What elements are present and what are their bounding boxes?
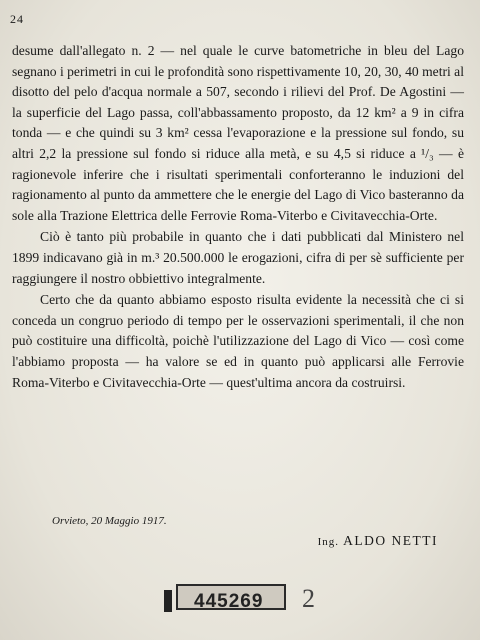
dateline: Orvieto, 20 Maggio 1917. [52, 515, 167, 527]
inventory-stamp [164, 582, 290, 616]
paragraph-2: Ciò è tanto più probabile in quanto che i dati pubblicati dal Ministero nel 1899 indicavano già in m.³ 20.500.000 le erogazioni, cifra di per sè sufficiente per raggiungere il nostro obbiettivo integralmente. [12, 229, 464, 286]
pencil-mark: 2 [302, 584, 315, 613]
signature [318, 533, 438, 549]
stamp-number: 445269 [194, 591, 264, 612]
stamp-bar [164, 590, 172, 612]
signature-title: Ing. [317, 536, 339, 548]
body-text [12, 40, 464, 393]
paragraph-1: desume dall'allegato n. 2 — nel quale le curve batometriche in bleu del Lago segnano i perimetri in cui le profondità sono rispettivamente 10, 20, 30, 40 metri al disotto del pelo d'acqua normale a 507, secondo i rilievi del Prof. De Agostini — la superficie del Lago passa, coll'abbassamento proposto, da 12 km² a 9 in cifra tonda — e che quindi su 3 km² cessa l'evaporazione e la pressione sul fondo, su altri 2,2 la pressione sul fondo si riduce alla metà, e su 4,5 si riduce a ¹/₃ — è ragionevole inferire che i risultati sperimentali conforteranno le induzioni del ragionamento al punto da ammettere che le energie del Lago di Vico basteranno da sole alla Trazione Elettrica delle Ferrovie Roma-Viterbo e Civitavecchia-Orte. [12, 43, 464, 223]
stamp-box [176, 584, 286, 610]
paragraph-3: Certo che da quanto abbiamo esposto risulta evidente la necessità che ci si conceda un congruo periodo di tempo per le osservazioni sperimentali, il che non può costituire una difficoltà, poichè l'utilizzazione del Lago di Vico — così come l'abbiamo proposta — ha valore se ed in quanto può applicarsi alle Ferrovie Roma-Viterbo e Civitavecchia-Orte — quest'ultima ancora da costruirsi. [12, 292, 464, 390]
page-number: 24 [10, 12, 24, 26]
signature-name: ALDO NETTI [343, 533, 438, 548]
